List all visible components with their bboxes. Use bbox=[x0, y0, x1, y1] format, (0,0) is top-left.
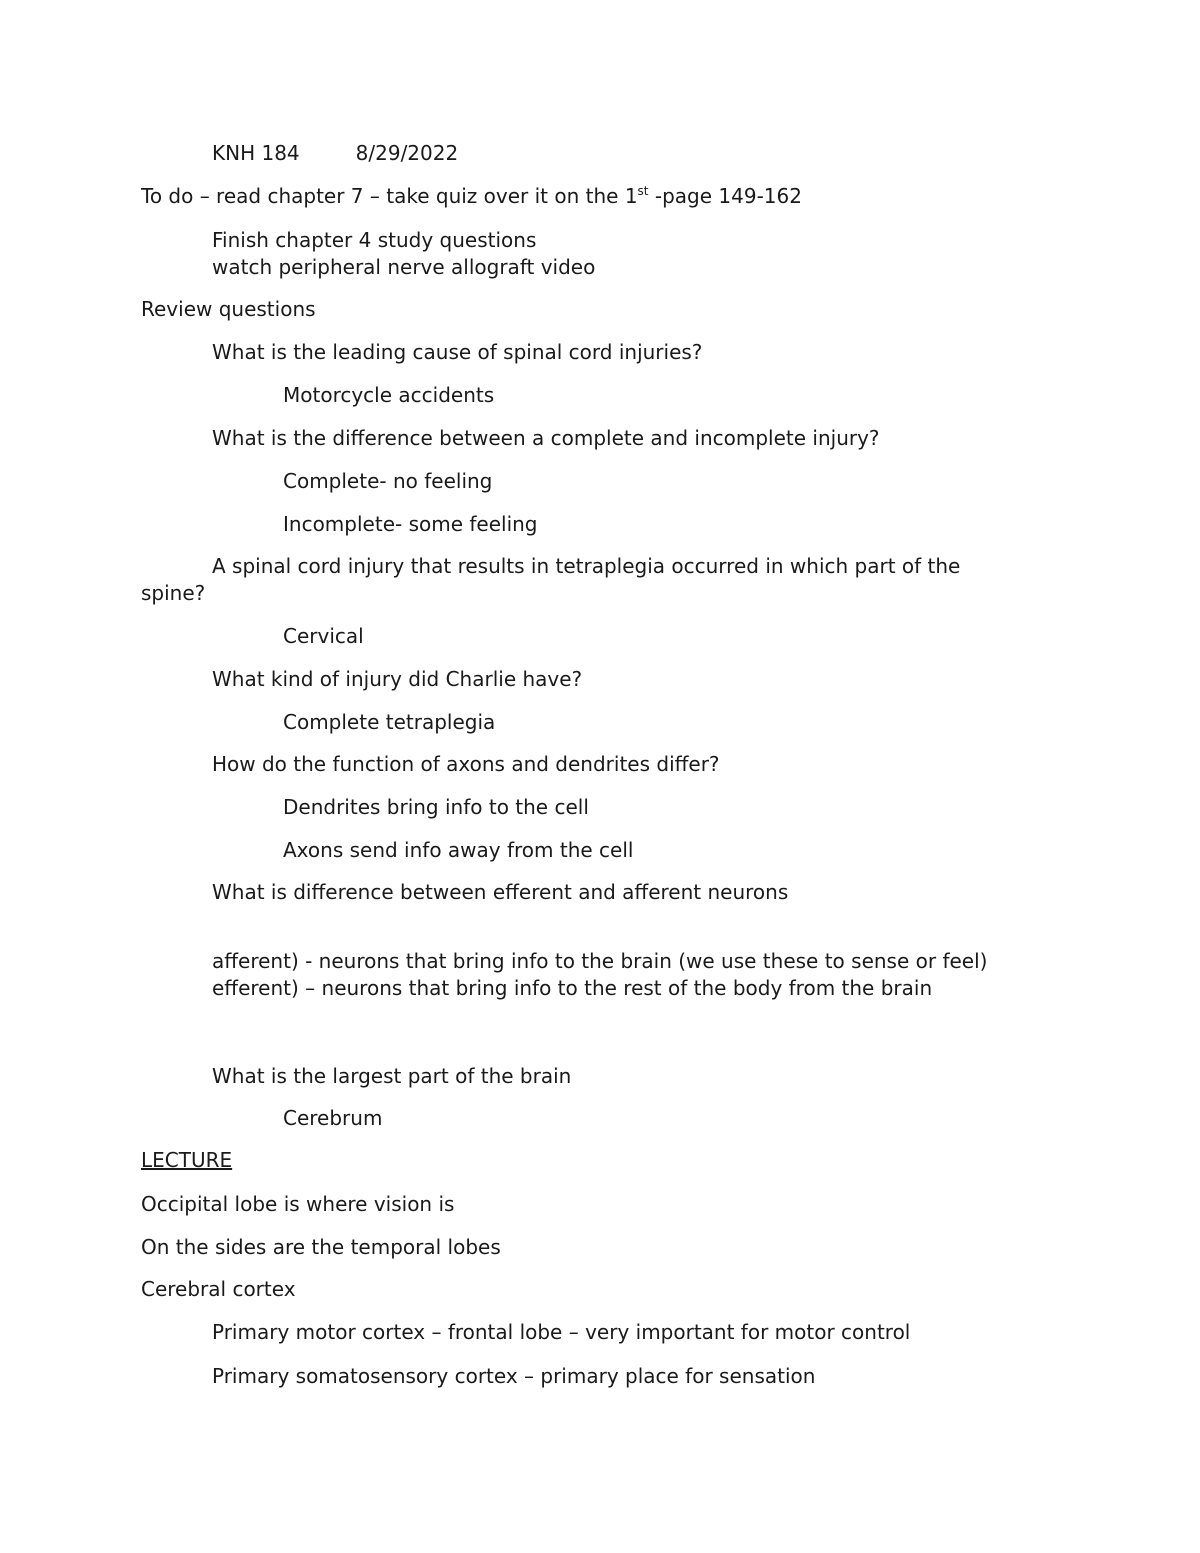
review-question: How do the function of axons and dendrites differ? bbox=[212, 752, 720, 776]
header-line bbox=[212, 140, 458, 167]
review-answer: Axons send info away from the cell bbox=[283, 838, 634, 862]
lecture-heading: LECTURE bbox=[141, 1148, 233, 1172]
review-heading: Review questions bbox=[141, 297, 316, 321]
lecture-note: Cerebral cortex bbox=[141, 1277, 296, 1301]
review-question: What is the difference between a complete and incomplete injury? bbox=[212, 426, 880, 450]
course-code: KNH 184 bbox=[212, 141, 300, 165]
lecture-note: Occipital lobe is where vision is bbox=[141, 1192, 455, 1216]
review-question: What is the leading cause of spinal cord injuries? bbox=[212, 340, 703, 364]
review-question: What is difference between efferent and afferent neurons bbox=[212, 880, 789, 904]
lecture-note: On the sides are the temporal lobes bbox=[141, 1235, 501, 1259]
todo-item: Finish chapter 4 study questions bbox=[212, 228, 537, 252]
review-answer: Complete- no feeling bbox=[283, 469, 493, 493]
lecture-subnote: Primary motor cortex – frontal lobe – very important for motor control bbox=[212, 1320, 911, 1344]
review-answer: Cervical bbox=[283, 624, 364, 648]
date: 8/29/2022 bbox=[355, 141, 459, 165]
review-answer: afferent) - neurons that bring info to the brain (we use these to sense or feel) bbox=[212, 949, 988, 973]
review-question-continued: spine? bbox=[141, 581, 206, 605]
review-answer: Dendrites bring info to the cell bbox=[283, 795, 589, 819]
review-answer: Cerebrum bbox=[283, 1106, 383, 1130]
review-answer: Incomplete- some feeling bbox=[283, 512, 538, 536]
review-question: What is the largest part of the brain bbox=[212, 1064, 572, 1088]
lecture-subnote: Primary somatosensory cortex – primary place for sensation bbox=[212, 1364, 816, 1388]
review-answer: Complete tetraplegia bbox=[283, 710, 496, 734]
todo-item: watch peripheral nerve allograft video bbox=[212, 255, 596, 279]
review-answer: Motorcycle accidents bbox=[283, 383, 495, 407]
review-question: A spinal cord injury that results in tetraplegia occurred in which part of the bbox=[212, 554, 961, 578]
todo-line: To do – read chapter 7 – take quiz over it on the 1st -page 149-162 bbox=[141, 184, 802, 208]
review-answer: efferent) – neurons that bring info to the rest of the body from the brain bbox=[212, 976, 933, 1000]
review-question: What kind of injury did Charlie have? bbox=[212, 667, 583, 691]
